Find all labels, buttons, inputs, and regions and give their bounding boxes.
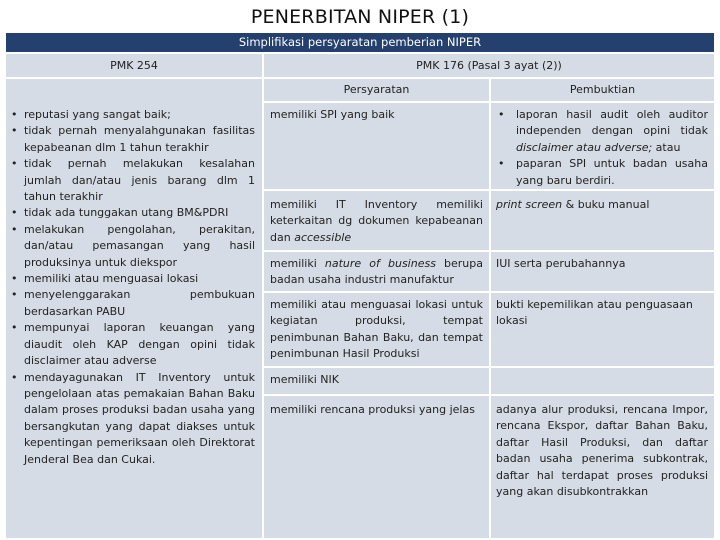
row5-persyaratan: memiliki NIK xyxy=(270,373,339,386)
row6-pembuktian: adanya alur produksi, rencana Impor, rencana Ekspor, daftar Bahan Baku, daftar Hasil Produksi, dan daftar badan usaha penerima subkontrak, daftar hal terdapat proses produksi yang akan disubkontrakkan xyxy=(496,403,708,499)
divider-header-2 xyxy=(264,101,714,103)
header-persyaratan: Persyaratan xyxy=(343,83,410,96)
header-pmk254: PMK 254 xyxy=(110,59,158,72)
header-pembuktian: Pembuktian xyxy=(569,83,636,96)
proof-text: atau xyxy=(652,140,681,154)
req-text-italic: accessible xyxy=(294,230,352,244)
pmk254-list xyxy=(11,107,255,468)
pmk254-list-cell xyxy=(11,107,255,468)
row1-persyaratan: memiliki SPI yang baik xyxy=(270,108,395,121)
list-item: • mempunyai laporan keuangan yang diaudit oleh KAP dengan opini tidak disclaimer atau adverse xyxy=(11,320,255,369)
subtitle-banner: Simplifikasi persyaratan pemberian NIPER xyxy=(6,33,714,52)
row4-pembuktian: bukti kepemilikan atau penguasaan lokasi xyxy=(496,298,693,328)
req-text: memiliki xyxy=(270,257,325,270)
list-item xyxy=(496,156,708,189)
row6-persyaratan: memiliki rencana produksi yang jelas xyxy=(270,403,475,416)
proof-text: & buku manual xyxy=(562,198,650,211)
list-item: • menyelenggarakan pembukuan berdasarkan PABU xyxy=(11,287,255,320)
divider-col-main xyxy=(262,54,264,538)
list-item: • mendayagunakan IT Inventory untuk pengelolaan atas pemakaian Bahan Baku dalam proses produksi badan usaha yang bersangkutan yang dapat diakses untuk kepentingan pemeriksaan oleh Direktorat Jenderal Bea dan Cukai. xyxy=(11,370,255,468)
row1-proof-list xyxy=(496,107,708,189)
divider-row-3 xyxy=(264,291,714,293)
divider-row-1 xyxy=(264,189,714,191)
comparison-table xyxy=(6,54,714,538)
list-item: • tidak ada tunggakan utang BM&PDRI xyxy=(11,205,255,221)
row4-persyaratan: memiliki atau menguasai lokasi untuk kegiatan produksi, tempat penimbunan Bahan Baku, dan tempat penimbunan Hasil Produksi xyxy=(270,298,483,361)
divider-row-5 xyxy=(264,394,714,396)
req-text: memiliki IT Inventory memiliki keterkaitan dg dokumen kepabeanan dan xyxy=(270,198,483,244)
req-text: berupa badan usaha industri manufaktur xyxy=(270,257,484,287)
row3-persyaratan xyxy=(270,256,483,289)
list-item: • tidak pernah menyalahgunakan fasilitas kepabeanan dlm 1 tahun terakhir xyxy=(11,123,255,156)
req-text-italic: nature of business xyxy=(324,257,436,270)
list-item: • reputasi yang sangat baik; xyxy=(11,107,255,123)
divider-header-1 xyxy=(6,77,714,79)
divider-row-4 xyxy=(264,366,714,368)
page-title: PENERBITAN NIPER (1) xyxy=(250,6,470,28)
divider-row-2 xyxy=(264,250,714,252)
proof-text-italic: disclaimer atau adverse; xyxy=(516,140,653,154)
header-pmk176: PMK 176 (Pasal 3 ayat (2)) xyxy=(416,59,562,72)
list-item: • tidak pernah melakukan kesalahan jumlah dan/atau jenis barang dlm 1 tahun terakhir xyxy=(11,156,255,205)
list-item xyxy=(496,107,708,156)
proof-text: laporan hasil audit oleh auditor independen dengan opini tidak xyxy=(516,108,708,138)
row2-persyaratan xyxy=(270,197,483,246)
list-item: • melakukan pengolahan, perakitan, dan/atau pemasangan yang hasil produksinya untuk diekspor xyxy=(11,222,255,271)
divider-col-sub xyxy=(489,77,491,538)
row1-pembuktian xyxy=(496,107,708,189)
proof-text: paparan SPI untuk badan usaha yang baru berdiri. xyxy=(516,157,708,187)
proof-text-italic: print screen xyxy=(496,198,563,211)
list-item: • memiliki atau menguasai lokasi xyxy=(11,271,255,287)
row3-pembuktian: IUI serta perubahannya xyxy=(496,257,626,270)
row2-pembuktian xyxy=(496,197,708,213)
